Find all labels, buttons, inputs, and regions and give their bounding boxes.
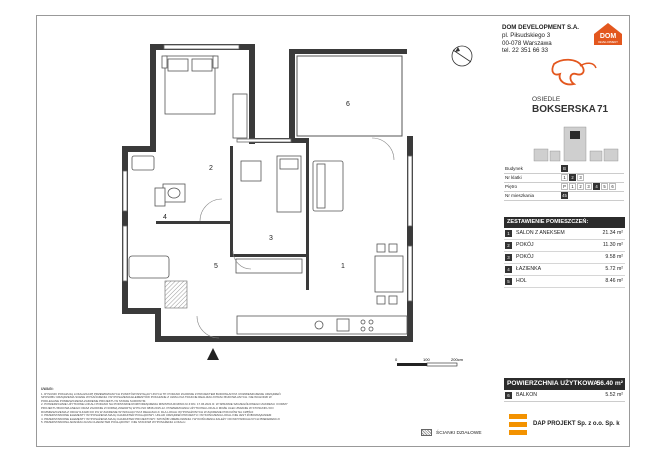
svg-text:100: 100 [423, 357, 430, 362]
kitchen-counter [237, 316, 407, 334]
table-row: 3 POKÓJ 9.58 m² [504, 252, 625, 264]
dap-logo-icon [509, 414, 527, 436]
note-line: 5. PRZEDSTAWIONA ARANŻACJA MA CHARAKTER POGLĄDOWY I NIE STANOWI WYPOSAŻENIA LOKALU. [41, 420, 187, 425]
building-minimap [530, 123, 622, 169]
note-line: 1. RYSUNKI POKAZUJĄ LOKALIZACJĘ PRZEWIDZIANYCH PUNKTÓW INSTALACYJNYCH TP. PODANO ZGODNIE Z PROJEKTEM BUDOWLANYM. ROZMIESZCZENIE URZĄDZEŃ [41, 391, 281, 396]
room-label-4: 4 [163, 214, 167, 221]
designer-block [509, 410, 624, 440]
note-line: 3. PRZEDSTAWIONE ELEMENTY WYPOSAŻENIA MAJĄ CHARAKTER POGLĄDOWY. UKŁAD URZĄDZEŃ PROJEKTU I WYKOŃCZENIA LOKALI NIE JEST ZOBOWIĄZANIEM [41, 413, 272, 418]
entrance-arrow [207, 348, 219, 360]
svg-text:BOKSERSKA: BOKSERSKA [532, 104, 596, 115]
svg-text:200cm: 200cm [451, 357, 464, 362]
apartment-info-table [504, 165, 624, 201]
legend [421, 429, 482, 436]
balcony-row: 6 BALKON 5.52 m² [504, 390, 625, 402]
note-line: ROZMIESZCZENIA Z ODCHYŁKAMI DO 3% W ZAKRESIE WYNIKAJĄCYM Z REALIZACJI. DLA LOKALI WYPOSAŻONYCH W ZAKRESIE POKOJÓW NA CZĘŚCI [41, 409, 254, 414]
svg-text:DOM: DOM [599, 33, 617, 40]
bed-room-2 [162, 56, 218, 114]
table-row: 4 ŁAZIENKA 5.72 m² [504, 264, 625, 276]
scale-bar [395, 357, 464, 366]
room-label-2: 2 [209, 165, 213, 172]
svg-text:DEVELOPMENT: DEVELOPMENT [598, 41, 618, 44]
notes-block [41, 388, 417, 425]
living-room-furniture [313, 161, 403, 304]
floor-plan-sheet [36, 15, 630, 447]
company-info [502, 24, 579, 55]
rooms-table-header: ZESTAWIENIE POMIESZCZEŃ: [504, 217, 625, 228]
info-row-apartment: Nr mieszkania 45 [504, 192, 624, 201]
partition-wall-swatch [421, 429, 432, 436]
note-line: 2. POWIERZCHNIE UŻYTKOWE LOKALI PODANO NA PODSTAWIE ROZPORZĄDZENIA MINISTRA ROZWOJU Z DN. 17.06.2021 R. W SPRAWIE SZCZEGÓŁOWEGO ZAKRESU I FORMY [41, 402, 288, 407]
table-row: 1 SALON Z ANEKSEM 21.34 m² [504, 228, 625, 240]
room-label-1: 1 [341, 263, 345, 270]
total-area-label: POWIERZCHNIA UŻYTKOWA: [507, 380, 601, 387]
rooms-table [504, 217, 625, 288]
estate-logo [524, 54, 619, 118]
notes-title: UWAGI: [41, 387, 54, 391]
note-line: 4. PRZEDSTAWIONE ELEMENTY WYPOSAŻENIA MAJĄ CHARAKTER PROJEKTOWY. SPOSÓB UMEBLOWANIA I WYKOŃCZENIA ZALEŻY OD INDYWIDUALNYCH PREFERENCJI [41, 416, 280, 421]
company-address-1: pl. Piłsudskiego 3 [502, 31, 551, 39]
balcony-outline [297, 56, 402, 136]
info-row-stair: Nr klatki 1 2 3 [504, 174, 624, 183]
room-label-6: 6 [346, 101, 350, 108]
company-phone: tel. 22 351 66 33 [502, 47, 549, 55]
note-line: PROJEKTU BUDOWLANEGO ORAZ ZGODNIE Z NORMĄ ZAWARTĄ W PN-ISO 9836:2015-12. POWIERZCHNIA UŻYTKOWA LOKALU MOŻE ULEC ZMIANIE W STOSUNKU DO [41, 405, 274, 410]
compass-icon [452, 46, 472, 66]
room-label-5: 5 [214, 263, 218, 270]
company-name: DOM DEVELOPMENT S.A. [502, 24, 580, 31]
total-area-bar [504, 378, 625, 390]
designer-name: DAP PROJEKT Sp. z o.o. Sp. k [533, 421, 620, 427]
floor-plan-drawing [37, 16, 497, 376]
svg-text:0: 0 [395, 357, 398, 362]
svg-text:71: 71 [597, 104, 609, 115]
total-area-value: 56.40 m² [596, 380, 623, 387]
table-row: 2 POKÓJ 11.30 m² [504, 240, 625, 252]
note-line: SPOSOBU URZĄDZENIA SCENE WYKAŃCZENIA I WYPOSAŻENIA ELEMENTÓW POKAZANE Z UWAGI NA TRAKCIE REALIZACJI PRAC BUDOWLANYCH. NIE WCHODZI W [41, 395, 272, 400]
svg-text:OSIEDLE: OSIEDLE [532, 96, 561, 103]
info-row-floor: Piętro P 1 2 3 4 5 6 [504, 183, 624, 192]
bathroom-fixtures [129, 156, 185, 278]
company-address-2: 00-078 Warszawa [502, 39, 552, 47]
note-line: PODLEGANE POMIESZCZENIA ZAKRESIE PROJEKTU W STANIE SUROWYM. [41, 398, 147, 403]
room-label-3: 3 [269, 235, 273, 242]
info-row-building: Budynek B [504, 165, 624, 174]
legend-label: ŚCIANKI DZIAŁOWE [436, 430, 482, 436]
dom-logo [593, 22, 623, 46]
table-row: 5 HOL 8.46 m² [504, 276, 625, 288]
